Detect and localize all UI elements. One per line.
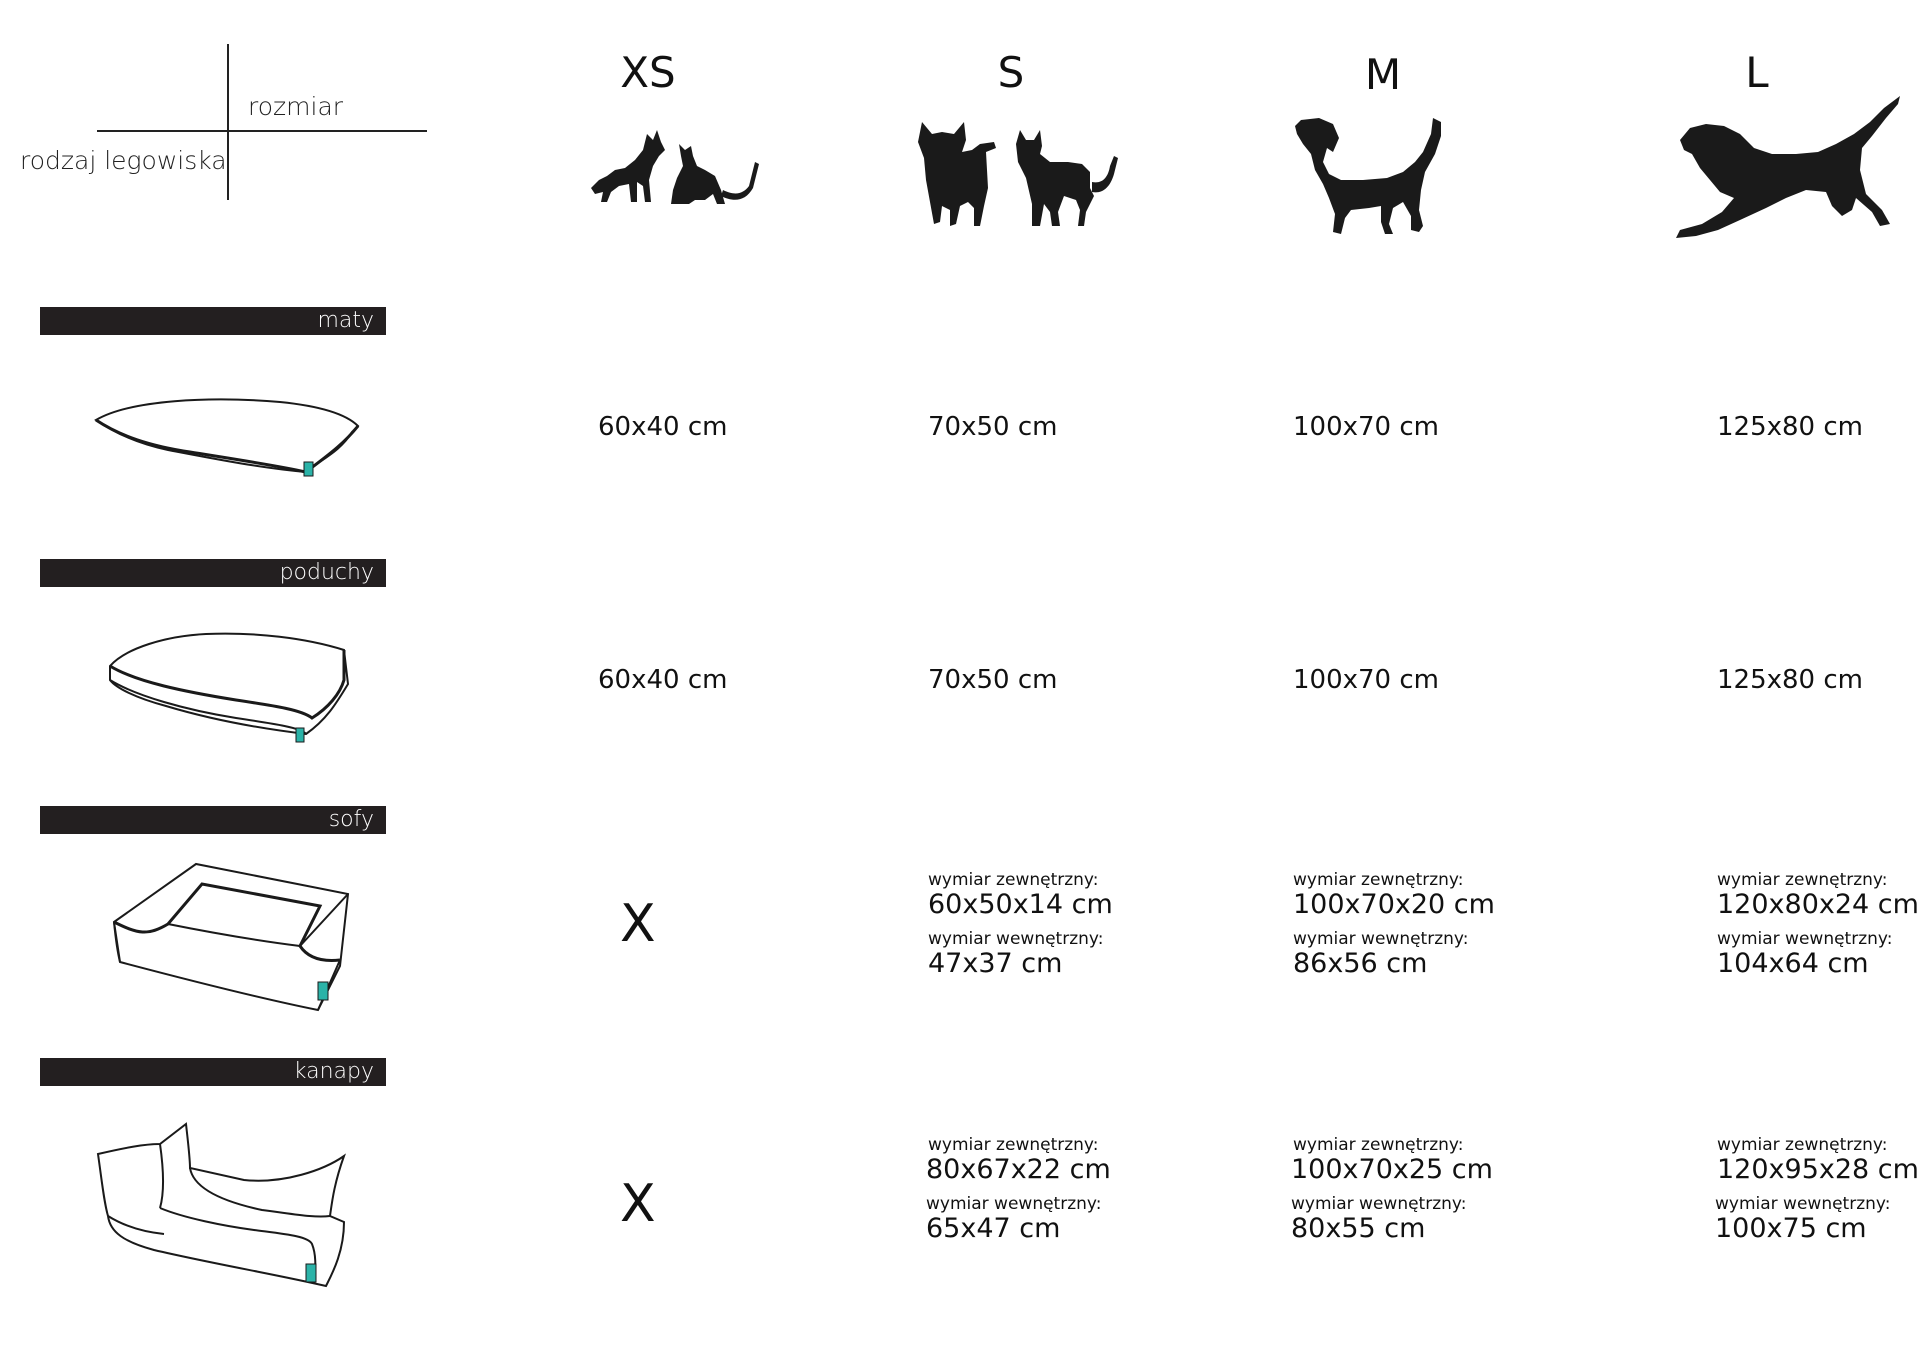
sofy-m-inner-value: 86x56 cm <box>1293 948 1428 979</box>
kanapy-l-inner-value: 100x75 cm <box>1715 1213 1867 1244</box>
kanapy-l-outer-value: 120x95x28 cm <box>1717 1154 1919 1185</box>
size-heading-xs: XS <box>620 48 676 97</box>
sofy-l-outer-value: 120x80x24 cm <box>1717 889 1919 920</box>
kanapy-l-inner-label: wymiar wewnętrzny: <box>1715 1194 1891 1214</box>
dog-cat-s-icon <box>912 118 1122 228</box>
category-bar-poduchy: poduchy <box>40 559 386 587</box>
sofy-l-inner-label: wymiar wewnętrzny: <box>1717 929 1893 949</box>
category-bar-sofy: sofy <box>40 806 386 834</box>
kanapy-m-inner-value: 80x55 cm <box>1291 1213 1426 1244</box>
kanapy-s-inner-label: wymiar wewnętrzny: <box>926 1194 1102 1214</box>
couch-bed-icon <box>94 1122 364 1292</box>
maty-l-cell: 125x80 cm <box>1717 412 1863 442</box>
size-heading-m: M <box>1364 50 1402 99</box>
kanapy-l-outer-label: wymiar zewnętrzny: <box>1717 1135 1888 1155</box>
maty-xs-cell: 60x40 cm <box>598 412 728 442</box>
kanapy-m-outer-value: 100x70x25 cm <box>1291 1154 1493 1185</box>
sofy-l-outer-label: wymiar zewnętrzny: <box>1717 870 1888 890</box>
cushion-icon <box>106 628 356 748</box>
beagle-icon <box>1293 114 1453 239</box>
bed-type-label: rodzaj legowiska <box>20 146 227 175</box>
category-bar-maty: maty <box>40 307 386 335</box>
size-heading-s: S <box>997 48 1025 97</box>
sofy-s-outer-label: wymiar zewnętrzny: <box>928 870 1099 890</box>
mat-icon <box>90 392 360 482</box>
sofy-l-inner-value: 104x64 cm <box>1717 948 1869 979</box>
dog-cat-xs-icon <box>585 120 765 210</box>
sofy-s-outer-value: 60x50x14 cm <box>928 889 1113 920</box>
category-bar-kanapy: kanapy <box>40 1058 386 1086</box>
kanapy-s-inner-value: 65x47 cm <box>926 1213 1061 1244</box>
maty-m-cell: 100x70 cm <box>1293 412 1439 442</box>
kanapy-m-outer-label: wymiar zewnętrzny: <box>1293 1135 1464 1155</box>
poduchy-s-cell: 70x50 cm <box>928 665 1058 695</box>
sofy-m-inner-label: wymiar wewnętrzny: <box>1293 929 1469 949</box>
sofy-m-outer-value: 100x70x20 cm <box>1293 889 1495 920</box>
kanapy-xs-unavailable: X <box>620 1174 656 1234</box>
maty-s-cell: 70x50 cm <box>928 412 1058 442</box>
kanapy-m-inner-label: wymiar wewnętrzny: <box>1291 1194 1467 1214</box>
kanapy-s-outer-label: wymiar zewnętrzny: <box>928 1135 1099 1155</box>
kanapy-s-outer-value: 80x67x22 cm <box>926 1154 1111 1185</box>
poduchy-xs-cell: 60x40 cm <box>598 665 728 695</box>
size-label: rozmiar <box>248 92 344 121</box>
stretching-dog-icon <box>1676 94 1906 244</box>
sofy-m-outer-label: wymiar zewnętrzny: <box>1293 870 1464 890</box>
sofa-bed-icon <box>108 862 360 1014</box>
poduchy-m-cell: 100x70 cm <box>1293 665 1439 695</box>
sofy-s-inner-value: 47x37 cm <box>928 948 1063 979</box>
header-divider-horizontal <box>97 130 427 132</box>
sofy-s-inner-label: wymiar wewnętrzny: <box>928 929 1104 949</box>
poduchy-l-cell: 125x80 cm <box>1717 665 1863 695</box>
sofy-xs-unavailable: X <box>620 894 656 954</box>
header-divider-vertical <box>227 44 229 200</box>
size-heading-l: L <box>1745 48 1769 97</box>
